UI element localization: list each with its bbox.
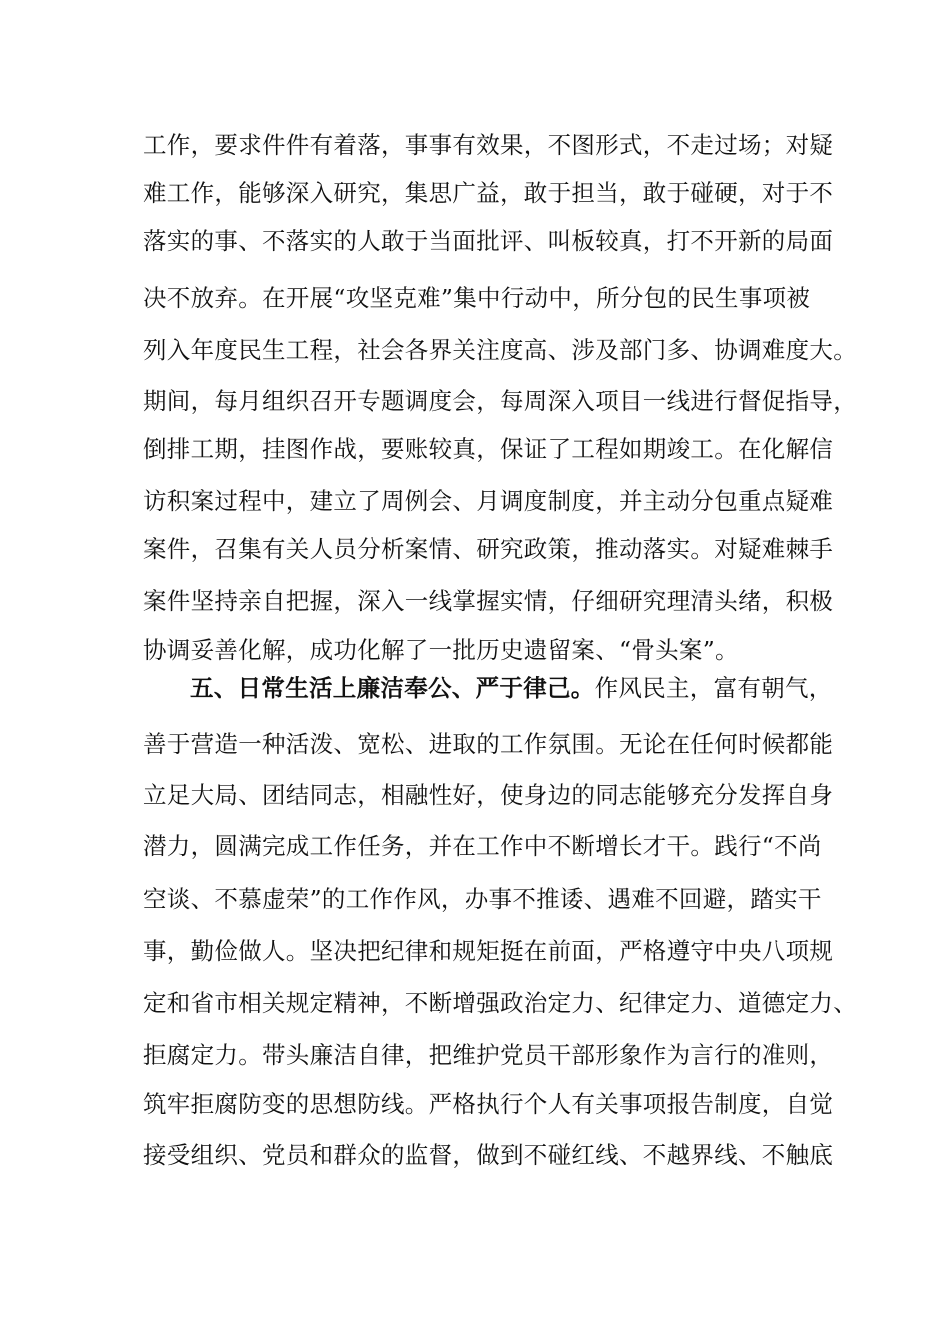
- section-first-line: [190, 668, 833, 708]
- text-line: 难工作，能够深入研究，集思广益，敢于担当，敢于碰硬，对于不: [143, 179, 834, 207]
- text-line: 工作，要求件件有着落，事事有效果，不图形式，不走过场；对疑: [143, 131, 834, 159]
- text-line: 接受组织、党员和群众的监督，做到不碰红线、不越界线、不触底: [143, 1141, 834, 1169]
- text-line: 立足大局、团结同志，相融性好，使身边的同志能够充分发挥自身: [143, 781, 834, 809]
- text-line: 案件坚持亲自把握，深入一线掌握实情，仔细研究理清头绪，积极: [143, 587, 834, 615]
- text-line: 事，勤俭做人。坚决把纪律和规矩挺在前面，严格遵守中央八项规: [143, 937, 834, 965]
- text-line: 善于营造一种活泼、宽松、进取的工作氛围。无论在任何时候都能: [143, 730, 834, 758]
- text-line: 拒腐定力。带头廉洁自律，把维护党员干部形象作为言行的准则，: [143, 1041, 834, 1069]
- text-line: 决不放弃。在开展“攻坚克难”集中行动中，所分包的民生事项被: [143, 284, 811, 312]
- text-line: 筑牢拒腐防变的思想防线。严格执行个人有关事项报告制度，自觉: [143, 1090, 834, 1118]
- section-heading-continuation: 作风民主，富有朝气，: [594, 674, 833, 702]
- section-heading: 五、日常生活上廉洁奉公、严于律己。: [190, 674, 595, 702]
- text-line: 倒排工期，挂图作战，要账较真，保证了工程如期竣工。在化解信: [143, 435, 834, 463]
- text-line: 空谈、不慕虚荣”的工作作风，办事不推诿、遇难不回避，踏实干: [143, 885, 822, 913]
- text-line: 落实的事、不落实的人敢于当面批评、叫板较真，打不开新的局面: [143, 227, 834, 255]
- text-line: 协调妥善化解，成功化解了一批历史遗留案、“骨头案”。: [143, 636, 739, 664]
- text-line: 定和省市相关规定精神，不断增强政治定力、纪律定力、道德定力、: [143, 989, 857, 1017]
- text-line: 潜力，圆满完成工作任务，并在工作中不断增长才干。践行“不尚: [143, 832, 822, 860]
- text-line: 期间，每月组织召开专题调度会，每周深入项目一线进行督促指导，: [143, 387, 857, 415]
- text-line: 列入年度民生工程，社会各界关注度高、涉及部门多、协调难度大。: [143, 336, 857, 364]
- text-line: 案件，召集有关人员分析案情、研究政策，推动落实。对疑难棘手: [143, 535, 834, 563]
- text-line: 访积案过程中，建立了周例会、月调度制度，并主动分包重点疑难: [143, 487, 834, 515]
